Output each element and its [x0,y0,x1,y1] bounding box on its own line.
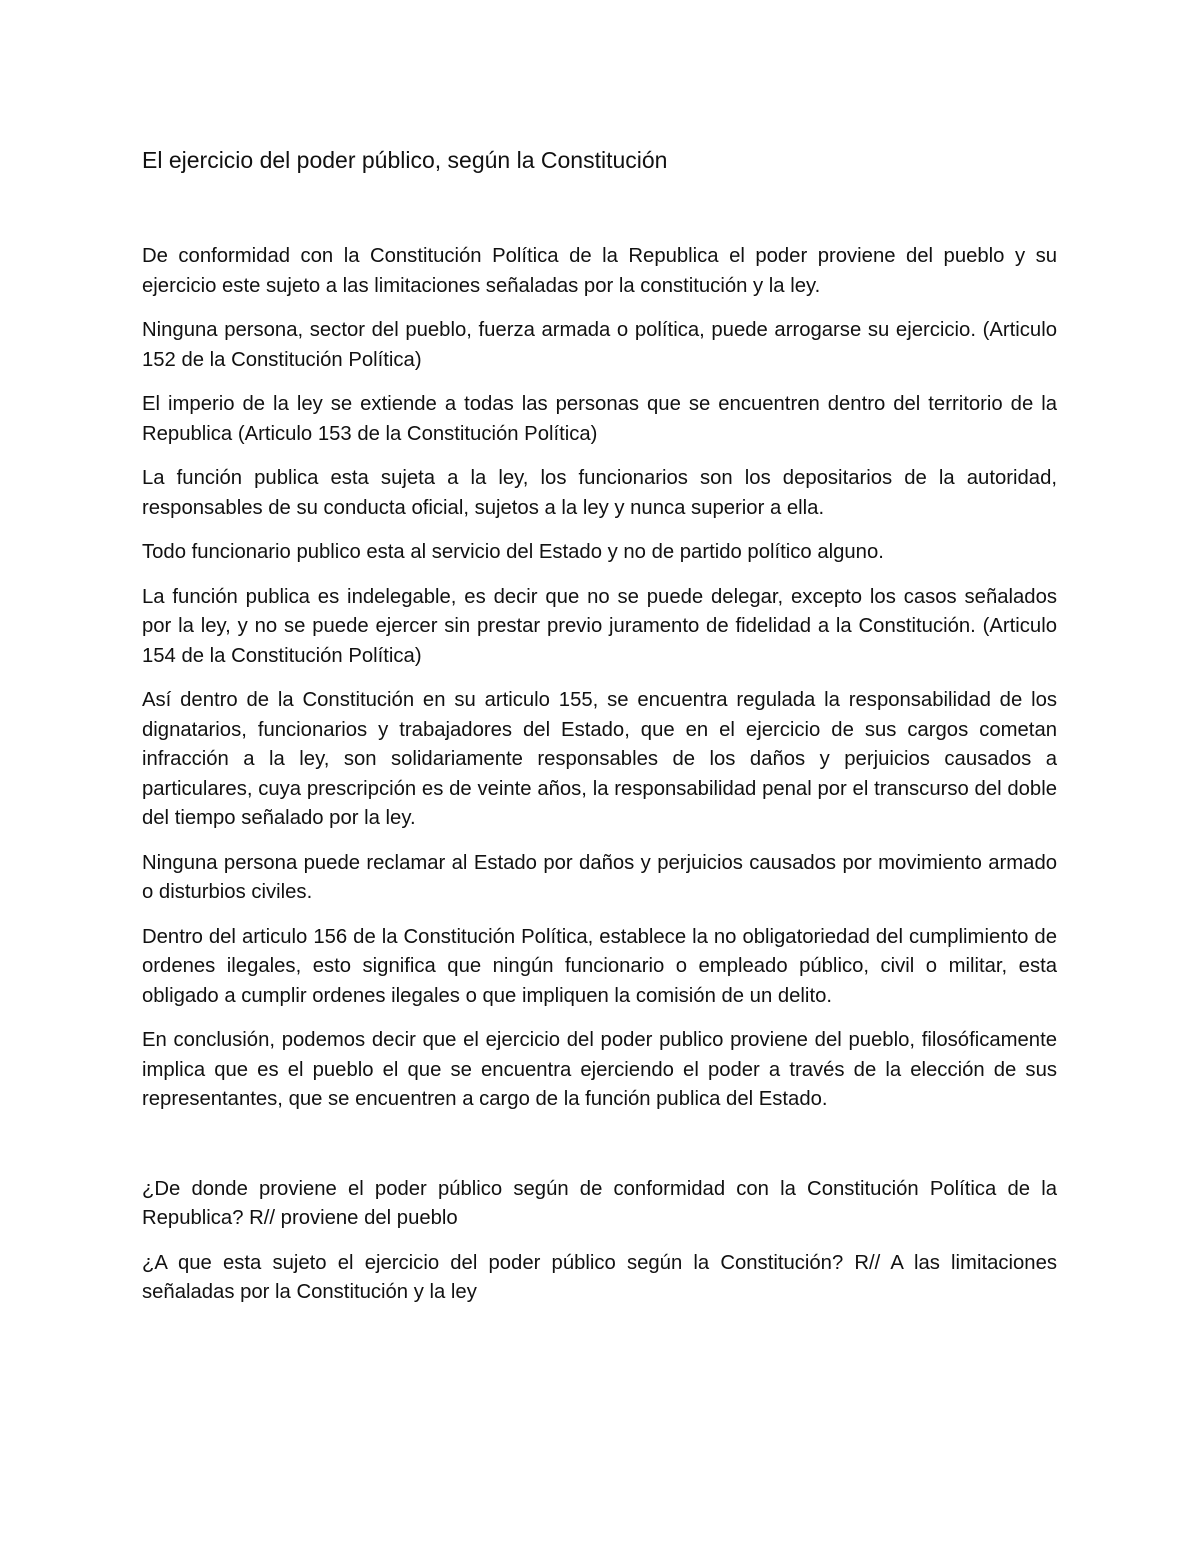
paragraph: El imperio de la ley se extiende a todas las personas que se encuentren dentro del territorio de la Republica (Articulo 153 de la Constitución Política) [142,393,1057,445]
paragraph: Ninguna persona, sector del pueblo, fuerza armada o política, puede arrogarse su ejercicio. (Articulo 152 de la Constitución Política) [142,319,1057,371]
paragraph: Ninguna persona puede reclamar al Estado por daños y perjuicios causados por movimiento armado o disturbios civiles. [142,851,1057,903]
document-title: El ejercicio del poder público, según la Constitución [142,147,668,173]
paragraph: La función publica es indelegable, es decir que no se puede delegar, excepto los casos señalados por la ley, y no se puede ejercer sin prestar previo juramento de fidelidad a la Constitución. (Articulo 154 de la Constitución Política) [142,585,1057,667]
paragraph: En conclusión, podemos decir que el ejercicio del poder publico proviene del pueblo, filosóficamente implica que es el pueblo el que se encuentra ejerciendo el poder a través de la elección de sus representantes, que se encuentren a cargo de la función publica del Estado. [142,1029,1057,1110]
question-answer: ¿De donde proviene el poder público según de conformidad con la Constitución Política de la Republica? R// proviene del pueblo [142,1177,1057,1229]
question-answer: ¿A que esta sujeto el ejercicio del poder público según la Constitución? R// A las limitaciones señaladas por la Constitución y la ley [142,1251,1057,1303]
paragraph: Todo funcionario publico esta al servicio del Estado y no de partido político alguno. [142,541,884,563]
paragraph: Así dentro de la Constitución en su articulo 155, se encuentra regulada la responsabilidad de los dignatarios, funcionarios y trabajadores del Estado, que en el ejercicio de sus cargos cometan infracción a la ley, son solidariamente responsables de los daños y perjuicios causados a particulares, cuya prescripción es de veinte años, la responsabilidad penal por el transcurso del doble del tiempo señalado por la ley. [142,689,1057,829]
document-body [142,140,1057,1323]
paragraph: La función publica esta sujeta a la ley, los funcionarios son los depositarios de la autoridad, responsables de su conducta oficial, sujetos a la ley y nunca superior a ella. [142,467,1057,519]
paragraph: De conformidad con la Constitución Política de la Republica el poder proviene del pueblo y su ejercicio este sujeto a las limitaciones señaladas por la constitución y la ley. [142,245,1057,297]
paragraph: Dentro del articulo 156 de la Constitución Política, establece la no obligatoriedad del cumplimiento de ordenes ilegales, esto significa que ningún funcionario o empleado público, civil o militar, esta obligado a cumplir ordenes ilegales o que impliquen la comisión de un delito. [142,925,1057,1007]
questions-section [142,1175,1057,1308]
